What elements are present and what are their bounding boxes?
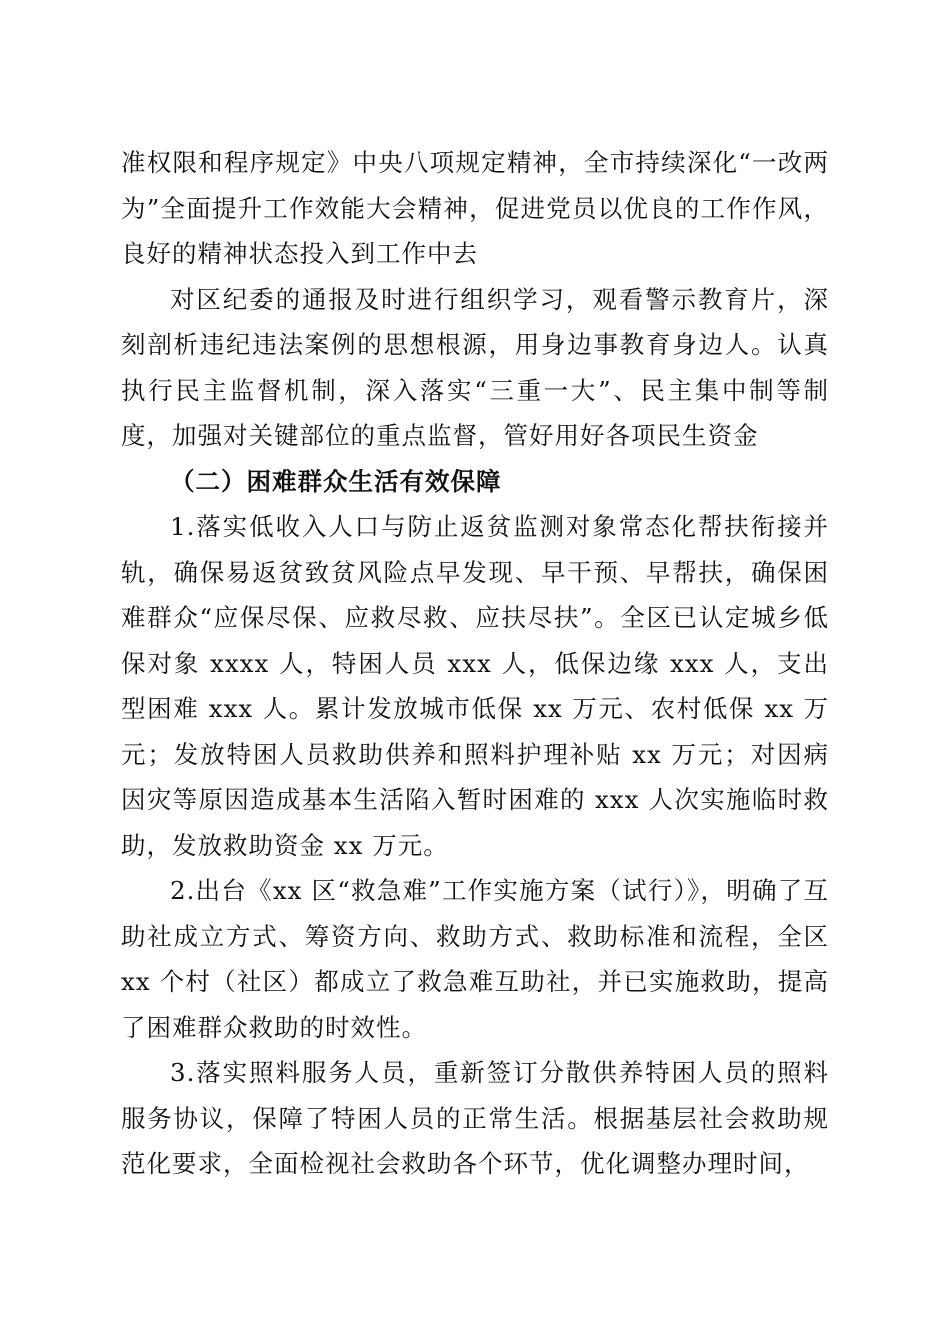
paragraph-continuation: 准权限和程序规定》中央八项规定精神，全市持续深化“一改两为”全面提升工作效能大会精神，促进党员以优良的工作作风，良好的精神状态投入到工作中去 <box>121 148 829 268</box>
paragraph-discipline-study: 对区纪委的通报及时进行组织学习，观看警示教育片，深刻剖析违纪违法案例的思想根源，用身边事教育身边人。认真执行民主监督机制，深入落实“三重一大”、民主集中制等制度，加强对关键部位的重点监督，管好用好各项民生资金 <box>121 284 829 450</box>
document-body <box>121 140 829 1187</box>
list-item-1: 1.落实低收入人口与防止返贫监测对象常态化帮扶衔接并轨，确保易返贫致贫风险点早发现、早干预、早帮扶，确保困难群众“应保尽保、应救尽救、应扶尽扶”。全区已认定城乡低保对象 xxxx 人，特困人员 xxx 人，低保边缘 xxx 人，支出型困难 xxx 人。累计发放城市低保 xx 万元、农村低保 xx 万元；发放特困人员救助供养和照料护理补贴 xx 万元；对因病因灾等原因造成基本生活陷入暂时困难的 xxx 人次实施临时救助，发放救助资金 xx 万元。 <box>121 512 829 860</box>
list-item-3: 3.落实照料服务人员，重新签订分散供养特困人员的照料服务协议，保障了特困人员的正常生活。根据基层社会救助规范化要求，全面检视社会救助各个环节，优化调整办理时间， <box>121 1058 829 1178</box>
list-item-2: 2.出台《xx 区“救急难”工作实施方案（试行）》，明确了互助社成立方式、筹资方向、救助方式、救助标准和流程，全区 xx 个村（社区）都成立了救急难互助社，并已实施救助，提高了困难群众救助的时效性。 <box>121 876 829 1042</box>
section-heading: （二）困难群众生活有效保障 <box>170 466 502 496</box>
